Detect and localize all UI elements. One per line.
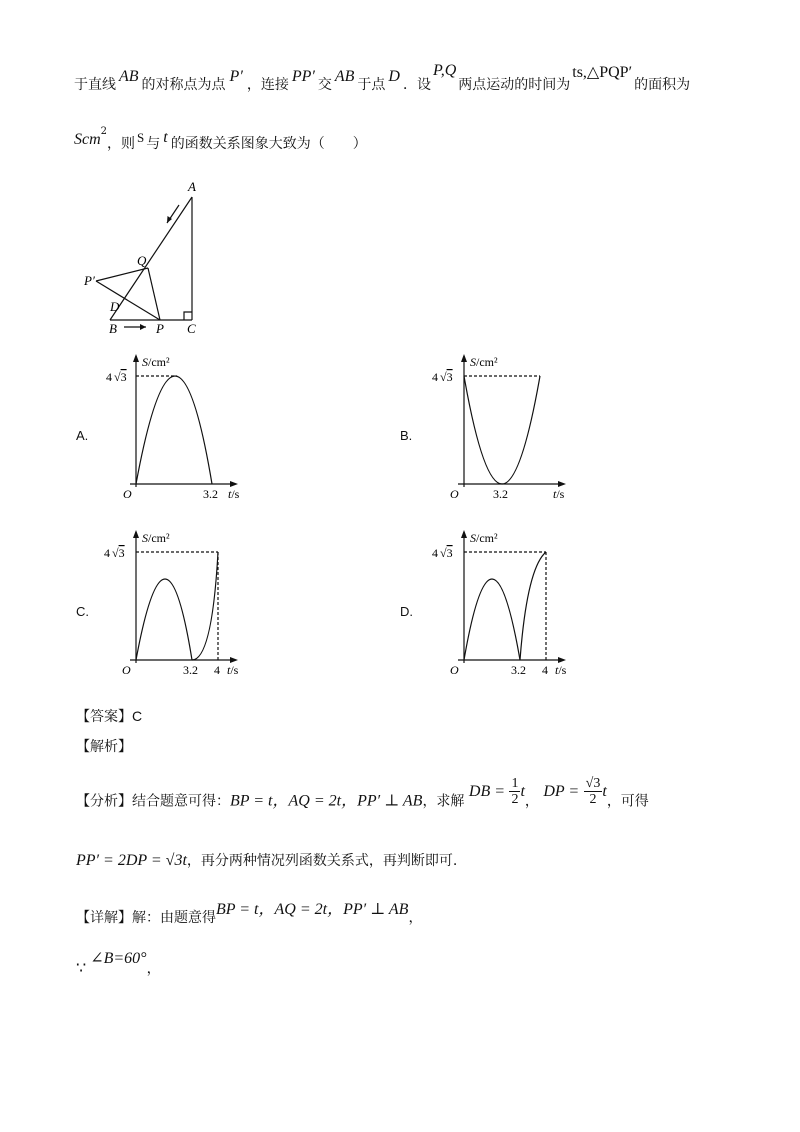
x-axis-label: t/s [228, 487, 240, 501]
right-angle-mark [184, 312, 192, 320]
math-S-unit: Scm [74, 131, 101, 148]
y-value-label: 4 √3 [432, 546, 453, 560]
text-segment: 的面积为 [634, 77, 691, 93]
analysis-line-2 [76, 850, 457, 870]
y-axis-label: S/cm² [142, 531, 170, 545]
x-tick-label: 3.2 [203, 487, 218, 501]
text-segment: 的函数关系图象大致为（ ） [170, 136, 367, 152]
text-segment: 解：由题意得 [132, 910, 216, 926]
x-tick-label-4: 4 [214, 663, 220, 677]
math-pp-expr: PP′ = 2DP = √3t [76, 852, 187, 869]
problem-line-1 [74, 62, 691, 94]
curve-part-2 [192, 552, 218, 660]
y-arrow [133, 354, 139, 362]
math-AB: AB [119, 68, 139, 85]
text-segment: 于点 [357, 77, 386, 93]
y-arrow [461, 354, 467, 362]
math-conditions: BP = t，AQ = 2t，PP′ ⊥ AB [216, 901, 409, 918]
fraction-denominator: 2 [511, 792, 519, 807]
math-t: t [520, 782, 525, 800]
text-segment: ， [408, 910, 423, 926]
arrow-head-BC [140, 324, 146, 330]
fenxi-label: 【分析】 [76, 793, 132, 810]
text-segment: 的对称点为点 [141, 77, 226, 93]
math-exponent: 2 [100, 126, 108, 138]
text-segment: ，可得 [606, 793, 649, 810]
math-D: D [388, 68, 400, 85]
analysis-label: 【解析】 [76, 739, 132, 755]
x-axis-label: t/s [555, 663, 567, 677]
detail-line-1 [76, 901, 423, 927]
answer-value: C [132, 708, 143, 724]
fraction-numerator: √3 [585, 776, 601, 791]
origin-label: O [122, 663, 131, 677]
text-segment: ， [146, 961, 161, 977]
math-PPp: PP′ [291, 68, 315, 85]
math-AB: AB [334, 68, 355, 85]
graph-option-B [428, 352, 588, 507]
x-tick-label-4: 4 [542, 663, 548, 677]
answer-label: 【答案】 [76, 709, 132, 725]
text-segment: ，再分两种情况列函数关系式，再判断即可. [186, 853, 458, 869]
text-segment: ， [524, 793, 539, 810]
analysis-line-1 [76, 776, 649, 817]
label-C: C [187, 321, 196, 335]
curve [464, 376, 540, 484]
text-segment: ．设 [402, 77, 431, 93]
curve-part-1 [136, 579, 192, 660]
text-segment: 两点运动的时间为 [458, 77, 571, 93]
y-arrow [133, 530, 139, 538]
geometry-figure [80, 175, 220, 335]
segment-QP [148, 268, 160, 320]
problem-line-2 [74, 126, 367, 153]
segment-AB [110, 197, 192, 320]
label-P: P [156, 321, 164, 335]
y-axis-label: S/cm² [142, 355, 170, 369]
segment-PPp [96, 281, 160, 320]
origin-label: O [123, 487, 132, 501]
text-segment: 交 [317, 77, 332, 93]
math-t: t [163, 129, 168, 146]
text-segment: ，连接 [246, 77, 289, 93]
math-dp-lhs: DP = [543, 782, 580, 800]
x-tick-label-32: 3.2 [511, 663, 526, 677]
fraction-dp [584, 776, 603, 807]
origin-label: O [450, 663, 459, 677]
option-B-label: B. [400, 428, 413, 443]
x-tick-label: 3.2 [493, 487, 508, 501]
y-axis-label: S/cm² [470, 531, 498, 545]
origin-label: O [450, 487, 459, 501]
x-axis-label: t/s [227, 663, 239, 677]
detail-line-2 [76, 950, 161, 978]
curve-part-1 [464, 579, 520, 660]
label-Q: Q [137, 253, 147, 268]
label-Pp: P′ [84, 273, 95, 288]
math-db-lhs: DB = [468, 782, 506, 800]
graph-option-D [428, 528, 588, 683]
answer-line [76, 706, 142, 726]
option-A-label: A. [76, 428, 89, 443]
math-ts: ts,△PQP′ [572, 64, 633, 81]
text-segment: 于直线 [74, 77, 116, 93]
fraction-denominator: 2 [589, 792, 597, 807]
graph-option-C [100, 528, 260, 683]
math-conditions: BP = t，AQ = 2t，PP′ ⊥ AB [230, 792, 423, 810]
curve-part-2 [520, 552, 546, 660]
option-C-label: C. [76, 604, 89, 619]
y-value-label: 4 √3 [106, 370, 127, 384]
math-t: t [602, 782, 607, 800]
label-B: B [109, 321, 117, 335]
graph-option-A [100, 352, 260, 507]
text-segment: 与 [146, 136, 161, 152]
x-axis-label: t/s [553, 487, 565, 501]
math-S: S [137, 130, 145, 145]
curve [136, 376, 212, 484]
y-value-label: 4 √3 [104, 546, 125, 560]
y-arrow [461, 530, 467, 538]
label-A: A [188, 179, 196, 194]
option-D-label: D. [400, 604, 413, 619]
math-Pp: P′ [229, 68, 243, 85]
text-segment: ，求解 [422, 793, 465, 810]
y-value-label: 4 √3 [432, 370, 453, 384]
label-D: D [110, 299, 120, 314]
because-symbol: ∵ [76, 958, 87, 977]
text-segment: 结合题意可得： [132, 793, 230, 810]
math-PQ: P,Q [432, 62, 457, 79]
fraction-numerator: 1 [511, 776, 519, 791]
y-axis-label: S/cm² [470, 355, 498, 369]
x-tick-label-32: 3.2 [183, 663, 198, 677]
fraction-db [509, 776, 520, 807]
xiangjie-label: 【详解】 [76, 910, 132, 926]
math-angle: ∠B=60° [90, 950, 147, 967]
text-segment: ，则 [107, 136, 136, 152]
